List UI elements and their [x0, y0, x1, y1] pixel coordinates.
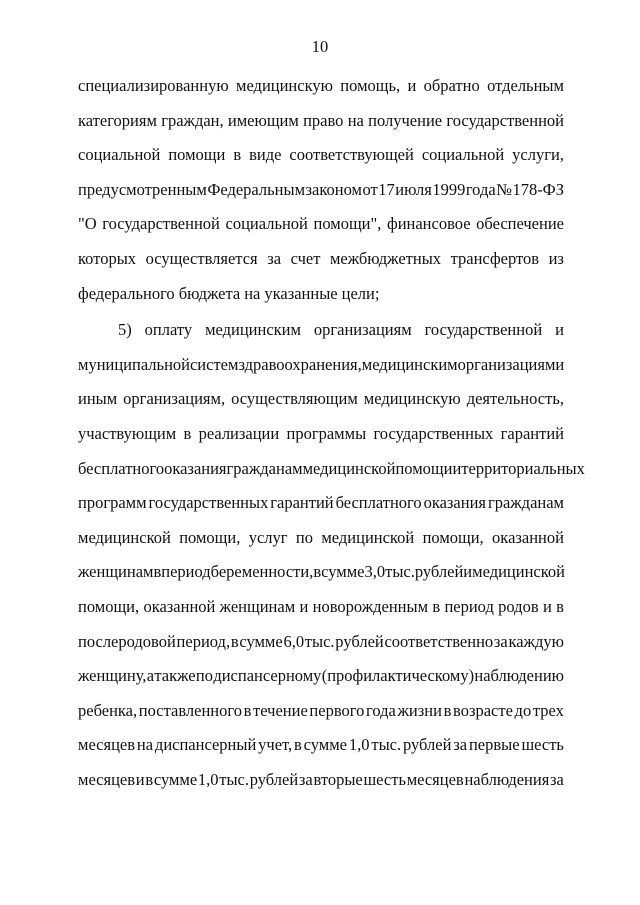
text-line: иным организациям, осуществляющим медицинскую деятельность,	[78, 389, 564, 409]
text-line: участвующим в реализации программы государственных гарантий	[78, 423, 564, 443]
document-body	[78, 69, 585, 797]
text-line: женщину, а также по диспансерному (профилактическому) наблюдению	[78, 666, 564, 686]
text-line: медицинской помощи, услуг по медицинской помощи, оказанной	[78, 527, 564, 547]
text-line: социальной помощи в виде соответствующей социальной услуги,	[78, 145, 564, 165]
text-line: месяцев и в сумме 1,0 тыс. рублей за вторые шесть месяцев наблюдения за	[78, 769, 564, 789]
text-line: 5) оплату медицинским организациям государственной и	[118, 320, 564, 340]
text-line: месяцев на диспансерный учет, в сумме 1,0 тыс. рублей за первые шесть	[78, 735, 564, 755]
paragraph-continuation	[78, 69, 564, 311]
text-line: предусмотренным Федеральным законом от 17 июля 1999 года № 178-ФЗ	[78, 179, 564, 199]
text-line: категориям граждан, имеющим право на получение государственной	[78, 110, 564, 130]
text-line: "О государственной социальной помощи", финансовое обеспечение	[78, 214, 564, 234]
text-line: муниципальной систем здравоохранения, медицинским организациям и	[78, 354, 565, 374]
paragraph-item-5	[78, 313, 585, 797]
text-line: бесплатного оказания гражданам медицинской помощи и территориальных	[78, 458, 585, 478]
page-number: 10	[311, 37, 329, 56]
text-line: женщинам в период беременности, в сумме 3,0 тыс. рублей и медицинской	[78, 562, 565, 582]
text-line: федерального бюджета на указанные цели;	[78, 283, 380, 303]
text-line: специализированную медицинскую помощь, и обратно отдельным	[78, 76, 564, 95]
text-line: помощи, оказанной женщинам и новорожденным в период родов и в	[78, 596, 564, 616]
text-line: ребенка, поставленного в течение первого года жизни в возрасте до трех	[78, 700, 564, 720]
text-line: которых осуществляется за счет межбюджетных трансфертов из	[78, 248, 564, 268]
text-line: послеродовой период, в сумме 6,0 тыс. рублей соответственно за каждую	[78, 631, 564, 651]
text-line: программ государственных гарантий бесплатного оказания гражданам	[78, 493, 564, 513]
